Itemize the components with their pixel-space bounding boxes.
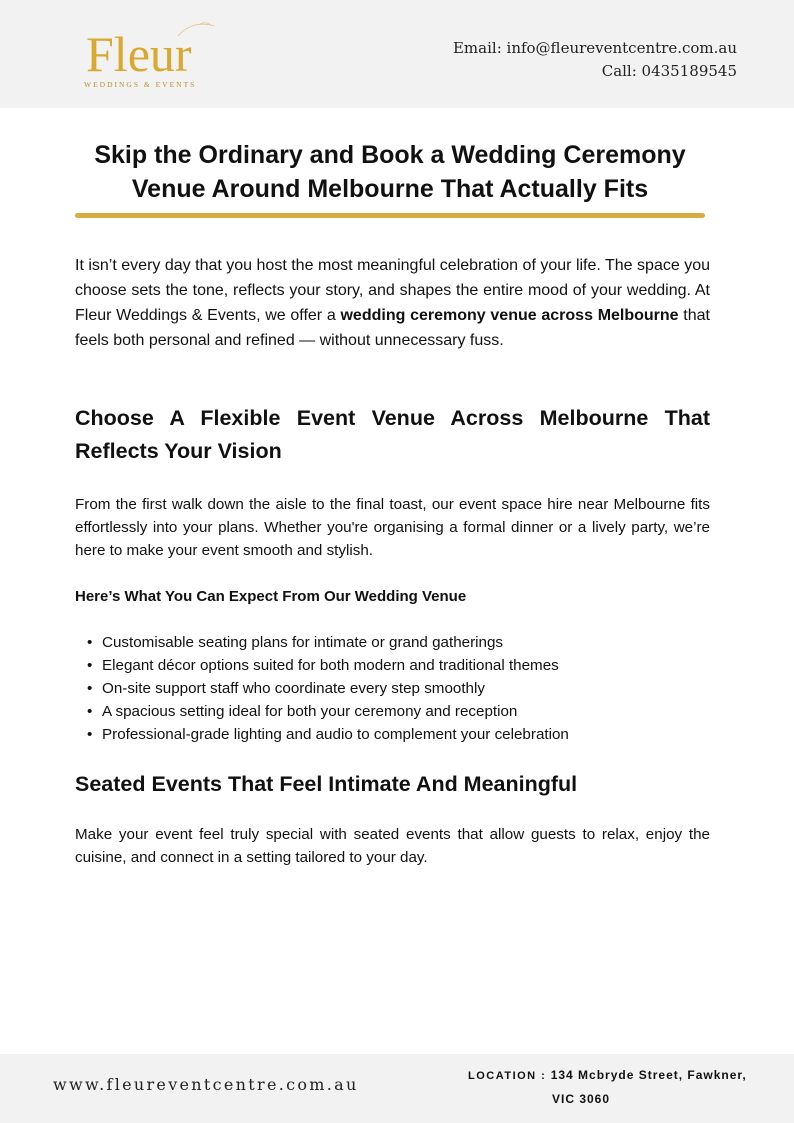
brand-logo[interactable] <box>76 18 236 94</box>
bullet-icon: • <box>87 634 93 651</box>
section2-paragraph: Make your event feel truly special with seated events that allow guests to relax, enjoy the cuisine, and connect in a setting tailored to your day. <box>75 826 710 866</box>
intro-bold-keyword: wedding ceremony venue across Melbourne <box>340 307 679 324</box>
bullet-icon: • <box>87 703 93 720</box>
feature-list <box>75 631 715 746</box>
bullet-icon: • <box>87 680 93 697</box>
list-item <box>75 631 715 654</box>
intro-paragraph <box>75 253 710 353</box>
title-underline <box>75 213 705 218</box>
list-item-text: A spacious setting ideal for both your ceremony and reception <box>102 703 518 720</box>
list-item <box>75 700 715 723</box>
logo-tagline: WEDDINGS & EVENTS <box>84 80 197 89</box>
intro-text-end: that feels both personal and refined — without unnecessary fuss. <box>75 307 710 349</box>
address-line-1: 134 Mcbryde Street, Fawkner, <box>550 1068 747 1082</box>
list-item <box>75 723 715 746</box>
header-band <box>0 0 794 108</box>
bullet-icon: • <box>87 657 93 674</box>
address-line-2: VIC 3060 <box>552 1092 611 1106</box>
list-item <box>75 654 715 677</box>
page-title: Skip the Ordinary and Book a Wedding Ceremony Venue Around Melbourne That Actually Fits <box>94 141 686 203</box>
logo-wordmark: Fleur <box>86 26 192 82</box>
list-item-text: Customisable seating plans for intimate or grand gatherings <box>102 634 504 651</box>
section1-heading: Choose A Flexible Event Venue Across Melbourne That Reflects Your Vision <box>75 406 710 463</box>
section1-subheading: Here’s What You Can Expect From Our Wedding Venue <box>75 588 467 605</box>
footer-website-link[interactable]: www.fleureventcentre.com.au <box>53 1075 359 1094</box>
section1-paragraph: From the first walk down the aisle to the final toast, our event space hire near Melbourne fits effortlessly into your plans. Whether you're organising a formal dinner or a lively party, we’re here to make your event smooth and stylish. <box>75 496 710 559</box>
list-item <box>75 677 715 700</box>
intro-text-start: It isn’t every day that you host the most meaningful celebration of your life. The space you choose sets the tone, reflects your story, and shapes the entire mood of your wedding. At Fleur Weddings & Events, we offer a <box>75 257 710 324</box>
footer-band <box>0 1054 794 1123</box>
bullet-icon: • <box>87 726 93 743</box>
section2-heading: Seated Events That Feel Intimate And Meaningful <box>75 772 578 796</box>
contact-phone[interactable]: Call: 0435189545 <box>601 62 737 80</box>
location-label: LOCATION : <box>468 1070 547 1082</box>
list-item-text: On-site support staff who coordinate every step smoothly <box>102 680 485 697</box>
contact-info <box>453 37 737 83</box>
list-item-text: Professional-grade lighting and audio to complement your celebration <box>102 726 569 743</box>
contact-email[interactable]: Email: info@fleureventcentre.com.au <box>452 39 737 57</box>
list-item-text: Elegant décor options suited for both modern and traditional themes <box>102 657 559 674</box>
footer-location <box>468 1064 778 1111</box>
